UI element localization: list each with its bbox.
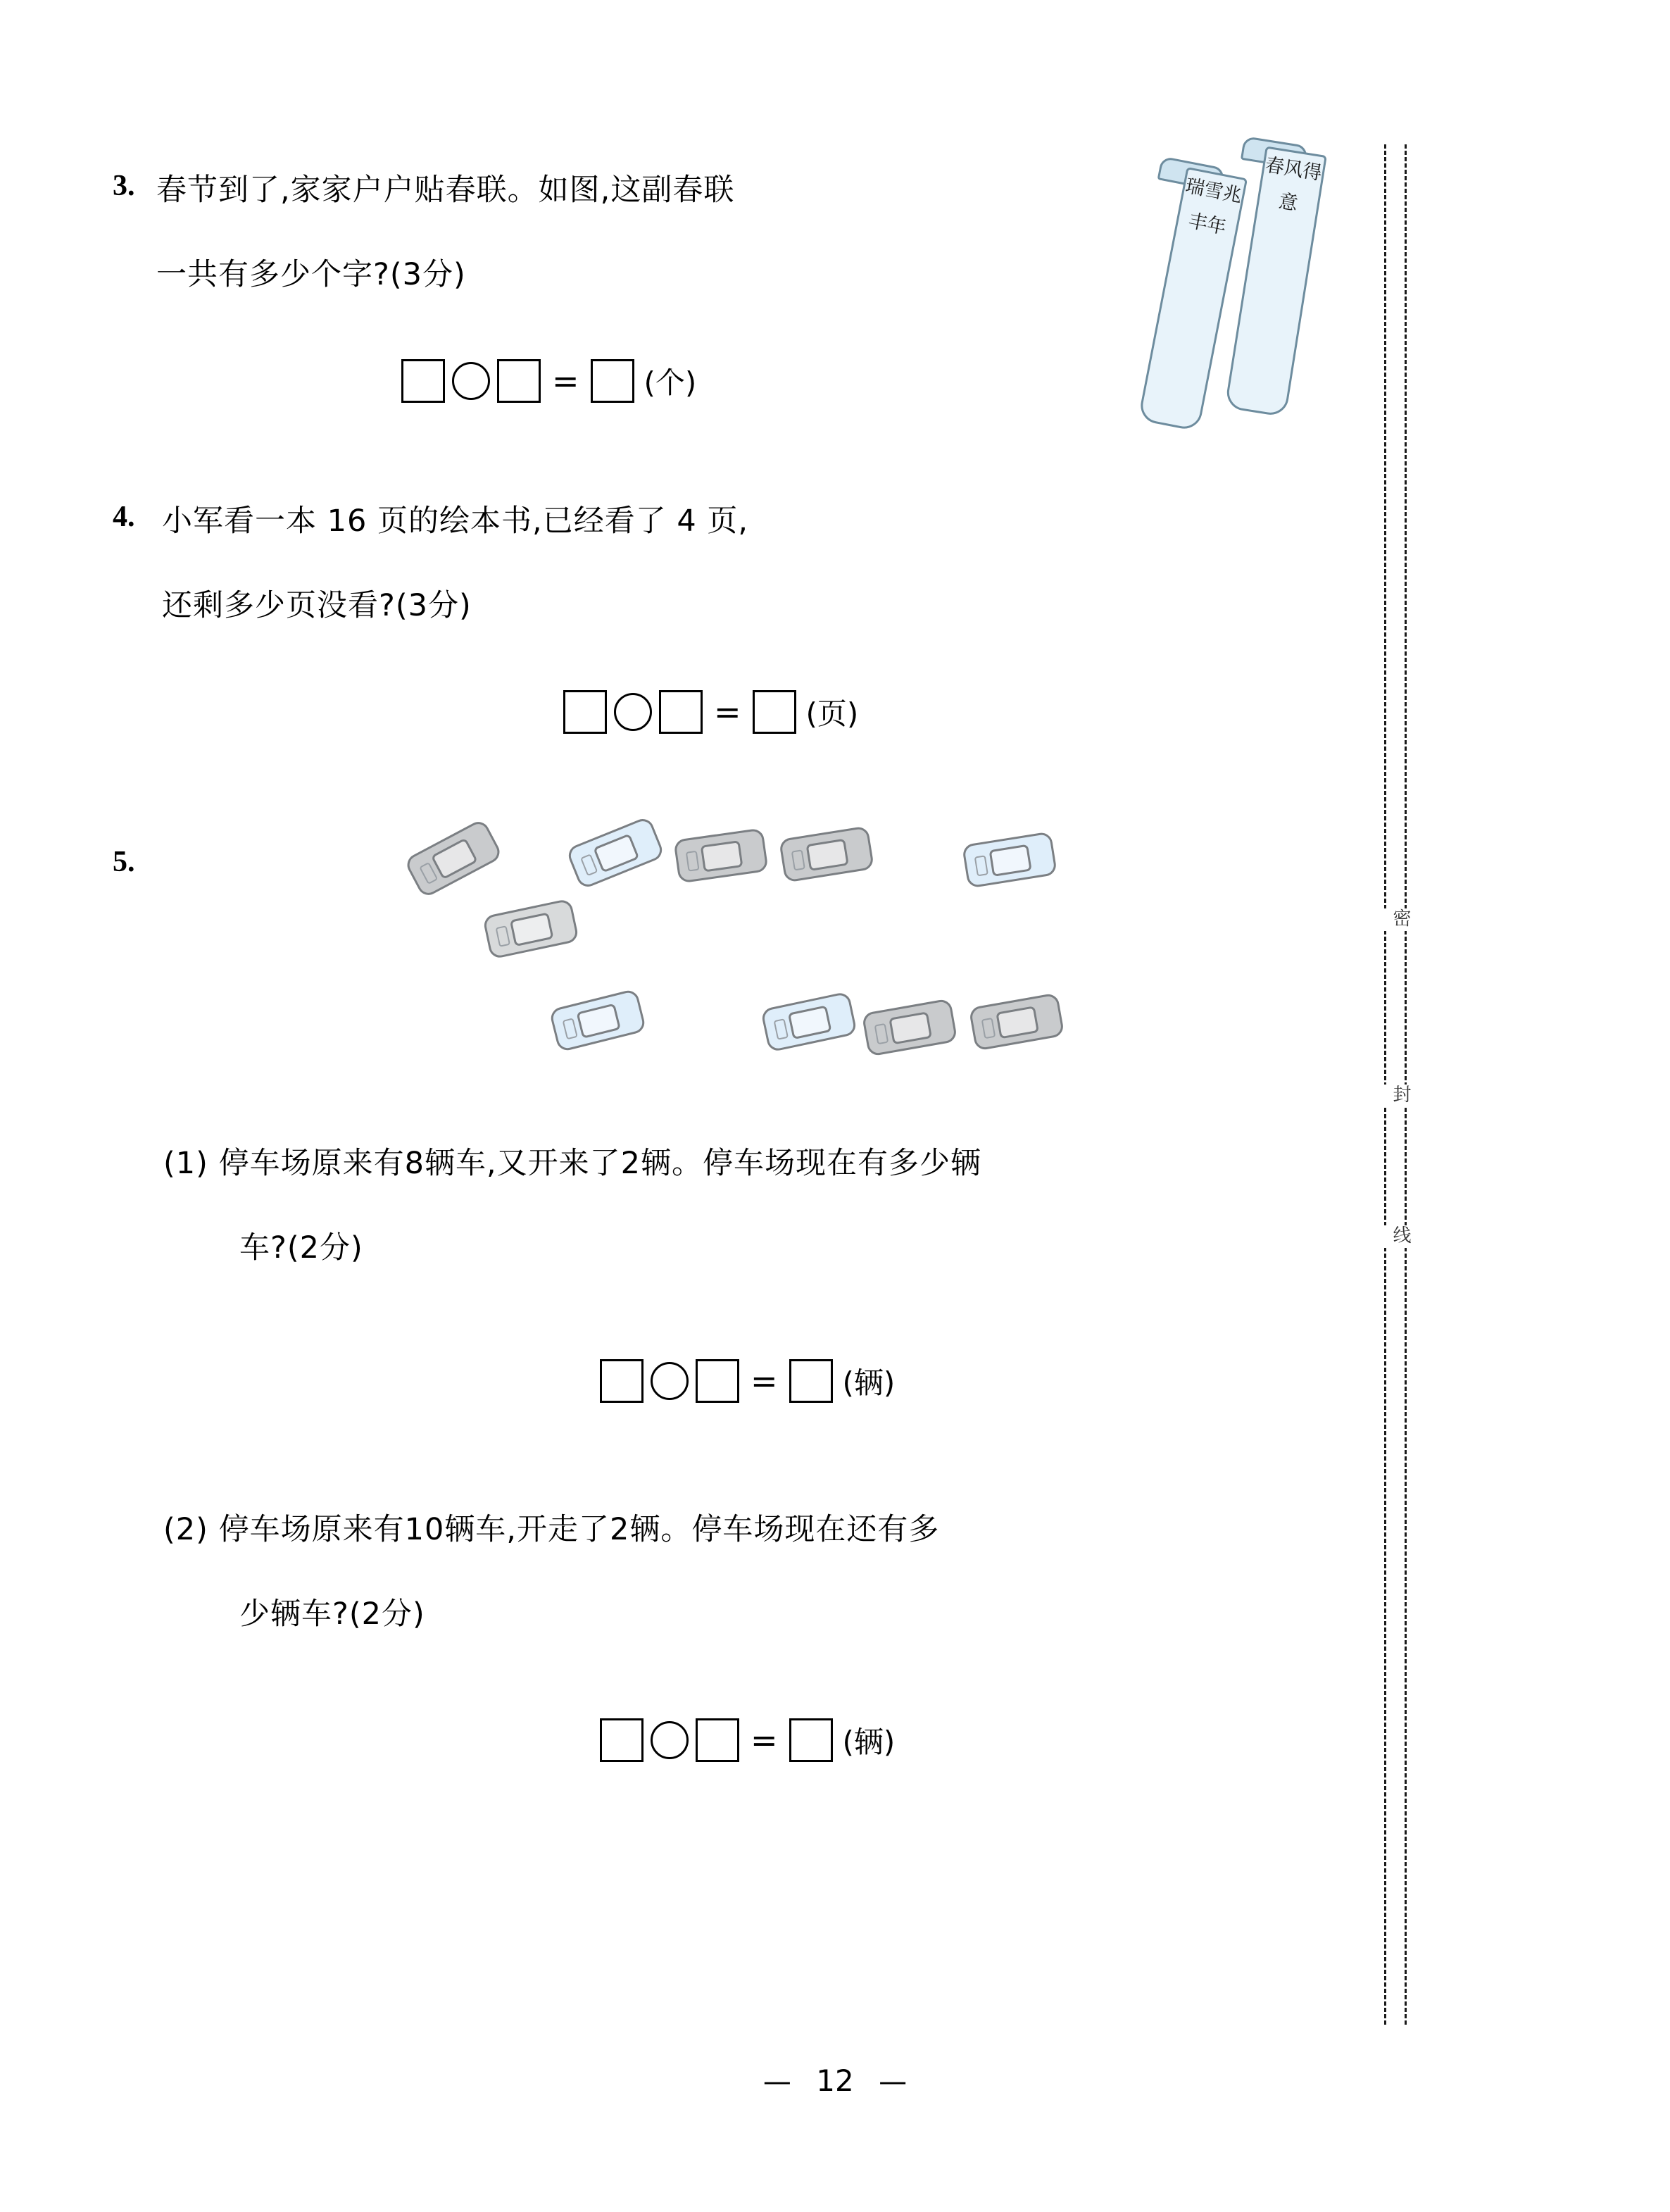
couplet-scroll-left-text: 瑞雪兆丰年	[1184, 175, 1244, 239]
equals-sign: =	[751, 1721, 778, 1759]
binding-label-top: 密	[1380, 908, 1411, 931]
question-5-2-label: (2)	[163, 1512, 208, 1547]
answer-box-1[interactable]	[600, 1718, 643, 1762]
binding-label-bottom: 线	[1380, 1225, 1411, 1248]
question-5-1-line-1: 停车场原来有8辆车,又开来了2辆。停车场现在有多少辆	[218, 1146, 981, 1181]
question-5-1-answer-row	[600, 1359, 895, 1403]
answer-unit: (个)	[643, 365, 697, 400]
question-5-1-label-line	[163, 1141, 981, 1186]
equals-sign: =	[714, 693, 741, 731]
question-3-line-1: 春节到了,家家户户贴春联。如图,这副春联	[156, 173, 735, 208]
question-4-line-2: 还剩多少页没看?(3分)	[162, 588, 472, 623]
car-9	[862, 998, 958, 1056]
footer-dash-right: —	[879, 2066, 908, 2098]
answer-box-1[interactable]	[563, 690, 607, 734]
answer-box-2[interactable]	[696, 1359, 739, 1403]
answer-result-box[interactable]	[591, 359, 634, 403]
question-5-2-answer-row	[600, 1718, 895, 1762]
parking-lot-illustration	[380, 824, 1084, 1092]
binding-label-middle: 封	[1380, 1085, 1411, 1107]
question-3-line-2: 一共有多少个字?(3分)	[156, 257, 466, 292]
car-10	[969, 992, 1065, 1051]
question-5-2-line-2: 少辆车?(2分)	[239, 1596, 425, 1632]
answer-box-1[interactable]	[600, 1359, 643, 1403]
question-3-number: 3.	[113, 170, 135, 202]
answer-box-2[interactable]	[497, 359, 541, 403]
equals-sign: =	[552, 362, 579, 400]
page-number: 12	[816, 2063, 854, 2098]
question-3-answer-row	[401, 359, 696, 403]
question-4-line-1: 小军看一本 16 页的绘本书,已经看了 4 页,	[162, 504, 749, 539]
car-2	[565, 816, 665, 889]
car-8	[760, 991, 858, 1052]
operator-circle[interactable]	[651, 1721, 689, 1759]
car-4	[779, 825, 874, 882]
operator-circle[interactable]	[614, 693, 652, 731]
question-5-number: 5.	[113, 846, 135, 878]
car-7	[548, 988, 646, 1052]
answer-unit: (辆)	[842, 1366, 896, 1400]
question-5-2-line-1: 停车场原来有10辆车,开走了2辆。停车场现在还有多	[218, 1512, 940, 1547]
question-5-1-line-2: 车?(2分)	[239, 1230, 363, 1266]
question-4-answer-row	[563, 690, 858, 734]
question-5-1-label: (1)	[163, 1146, 208, 1181]
operator-circle[interactable]	[651, 1362, 689, 1400]
answer-box-1[interactable]	[401, 359, 445, 403]
car-1	[403, 818, 503, 899]
car-5	[962, 831, 1057, 888]
car-3	[673, 827, 768, 883]
question-4-number: 4.	[113, 501, 135, 533]
answer-unit: (页)	[805, 696, 859, 731]
answer-result-box[interactable]	[789, 1359, 833, 1403]
answer-result-box[interactable]	[753, 690, 796, 734]
car-6	[482, 898, 579, 959]
answer-result-box[interactable]	[789, 1718, 833, 1762]
answer-unit: (辆)	[842, 1725, 896, 1759]
couplet-scroll-right-text: 春风得意	[1263, 154, 1324, 215]
question-5-2-label-line	[163, 1507, 939, 1552]
operator-circle[interactable]	[452, 362, 490, 400]
footer-dash-left: —	[762, 2066, 791, 2098]
couplet-illustration	[1155, 141, 1345, 479]
answer-box-2[interactable]	[659, 690, 703, 734]
page-footer	[0, 2063, 1670, 2098]
answer-box-2[interactable]	[696, 1718, 739, 1762]
equals-sign: =	[751, 1362, 778, 1400]
